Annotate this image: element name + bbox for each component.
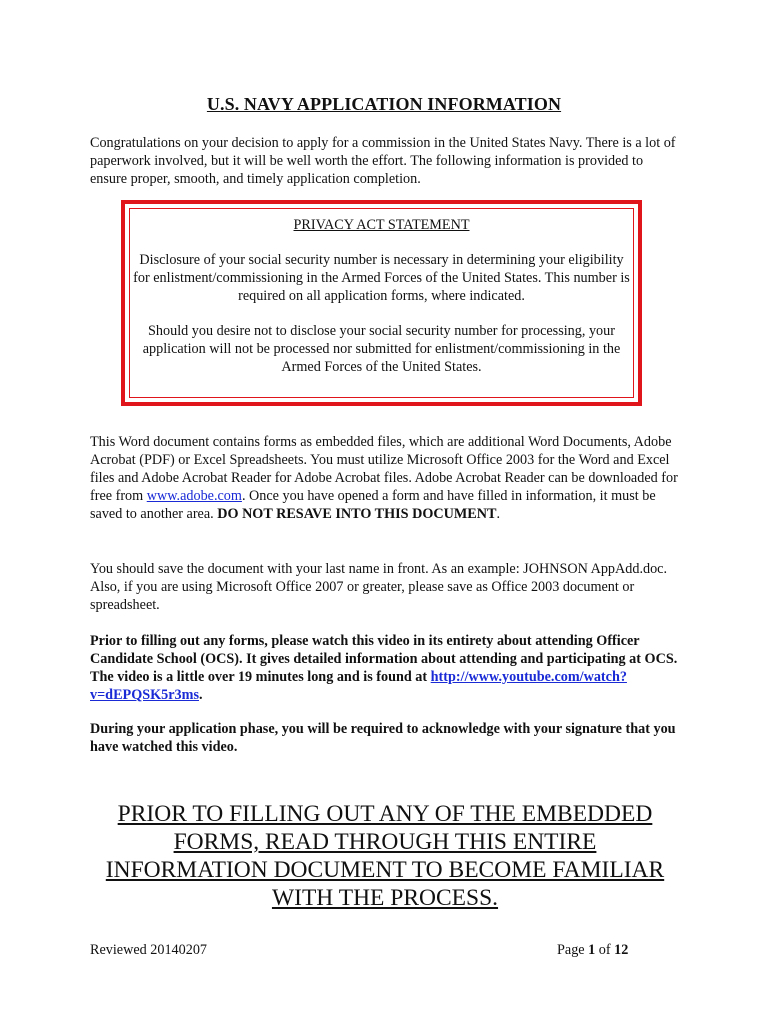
page-of: of [595,942,615,958]
privacy-act-box [121,200,642,406]
forms-text-cont: . Once you have opened a form and have filled in information, it must be saved to another area. [90,488,656,522]
page-total: 12 [614,942,629,958]
video-paragraph [90,632,680,704]
document-title: U.S. NAVY APPLICATION INFORMATION [206,94,562,114]
intro-paragraph: Congratulations on your decision to apply for a commission in the United States Navy. There is a lot of paperwork involved, but it will be well worth the effort. The following information is provided to ensure proper, smooth, and timely application completion. [90,135,676,187]
do-not-resave-warning: DO NOT RESAVE INTO THIS DOCUMENT [217,506,497,522]
acknowledge-paragraph: During your application phase, you will be required to acknowledge with your signature that you have watched this video. [90,721,676,755]
adobe-link[interactable]: www.adobe.com [146,488,242,504]
page-prefix: Page [557,942,589,958]
forms-text: This Word document contains forms as embedded files, which are additional Word Documents, Adobe Acrobat (PDF) or Excel Spreadsheets. You must utilize Microsoft Office 2003 for the Word and Excel files and Adobe Acrobat Reader for Adobe Acrobat files. Adobe Acrobat Reader can be downloaded for free from [90,434,678,504]
video-end: . [198,687,203,703]
page-current: 1 [588,942,596,958]
footer-reviewed: Reviewed 20140207 [90,942,208,958]
video-text: Prior to filling out any forms, please watch this video in its entirety about attending Officer Candidate School (OCS). It gives detailed information about attending and participating at OCS. The video is a little over 19 minutes long and is found at [90,633,678,685]
privacy-act-heading: PRIVACY ACT STATEMENT [293,217,470,233]
youtube-link[interactable]: http://www.youtube.com/watch?v=dEPQSK5r3ms [90,669,627,703]
footer-page-number [557,942,628,959]
privacy-act-paragraph-1: Disclosure of your social security number is necessary in determining your eligibility for enlistment/commissioning in the Armed Forces of the United States. This number is required on all application forms, where indicated. [133,252,630,304]
privacy-act-paragraph-2: Should you desire not to disclose your social security number for processing, your application will not be processed nor submitted for enlistment/commissioning in the Armed Forces of the United States. [142,323,621,375]
forms-paragraph [90,433,680,523]
read-through-banner: PRIOR TO FILLING OUT ANY OF THE EMBEDDED FORMS, READ THROUGH THIS ENTIRE INFORMATION DOCUMENT TO BECOME FAMILIAR WITH THE PROCESS. [105,801,665,911]
save-note-paragraph: You should save the document with your last name in front. As an example: JOHNSON AppAdd.doc. Also, if you are using Microsoft Office 2007 or greater, please save as Office 2003 document or spreadsheet. [90,561,668,613]
forms-end: . [496,506,501,522]
